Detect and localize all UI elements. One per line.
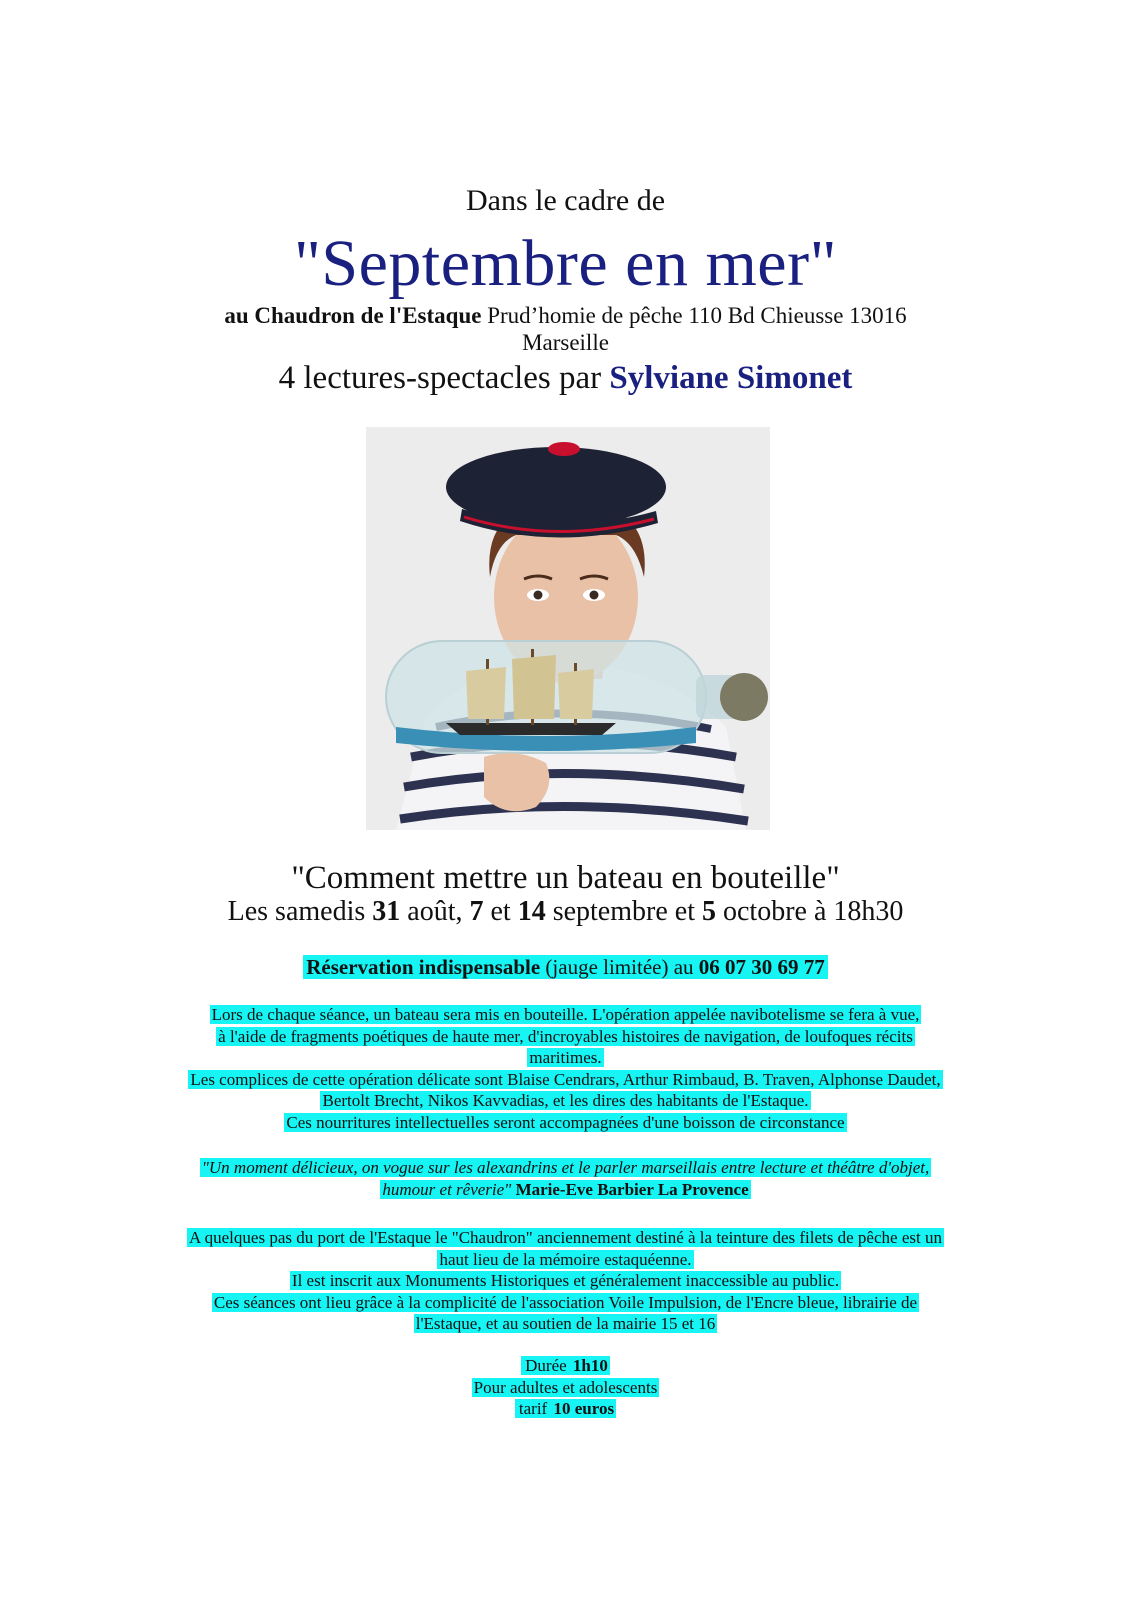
duration-value: 1h10: [572, 1356, 608, 1375]
description-line: Bertolt Brecht, Nikos Kavvadias, et les dires des habitants de l'Estaque.: [322, 1091, 809, 1110]
date-day: 31: [372, 896, 401, 927]
description-line: Lors de chaque séance, un bateau sera mis en bouteille. L'opération appelée navibotelisme se fera à vue,: [211, 1005, 920, 1024]
reservation-label: Réservation indispensable: [306, 955, 541, 979]
price-value: 10 euros: [553, 1399, 615, 1418]
price-label: tarif: [518, 1399, 552, 1418]
dates-text: septembre et: [545, 896, 702, 927]
review-block: [0, 1157, 1131, 1200]
date-day: 7: [469, 896, 484, 927]
location-line: Ces séances ont lieu grâce à la complicité de l'association Voile Impulsion, de l'Encre bleue, librairie de: [213, 1292, 918, 1312]
intro-text: Dans le cadre de: [465, 184, 666, 217]
show-title: "Comment mettre un bateau en bouteille": [291, 860, 840, 896]
info-block: [0, 1355, 1131, 1420]
hand: [484, 753, 549, 811]
location-block: [0, 1227, 1131, 1335]
dates-text: août,: [400, 896, 470, 927]
review-author: Marie-Eve Barbier La Provence: [511, 1179, 749, 1199]
performer-photo: [366, 427, 770, 830]
location-line: A quelques pas du port de l'Estaque le "Chaudron" anciennement destiné à la teinture des filets de pêche est un: [189, 1228, 942, 1247]
review-quote: "Un moment délicieux, on vogue sur les alexandrins et le parler marseillais entre lecture et théâtre d'objet,: [201, 1158, 930, 1177]
description-line: Ces nourritures intellectuelles seront accompagnées d'une boisson de circonstance: [286, 1112, 845, 1132]
date-day: 5: [701, 896, 716, 927]
venue-city: Marseille: [522, 330, 609, 355]
description-line: maritimes.: [529, 1048, 602, 1067]
venue-name: au Chaudron de l'Estaque: [224, 303, 482, 328]
performer-illustration: [366, 427, 770, 830]
description-line: Les complices de cette opération délicate sont Blaise Cendrars, Arthur Rimbaud, B. Traven, Alphonse Daudet,: [190, 1069, 941, 1089]
reservation-line: [0, 955, 1131, 980]
location-line: haut lieu de la mémoire estaquéenne.: [439, 1249, 692, 1269]
audience-text: Pour adultes et adolescents: [473, 1377, 658, 1397]
presenter-prefix: 4 lectures-spectacles par: [278, 360, 610, 396]
dates-text: octobre à 18h30: [715, 896, 904, 927]
venue-address: Prud’homie de pêche 110 Bd Chieusse 13016: [481, 303, 907, 328]
reservation-phone: 06 07 30 69 77: [698, 955, 825, 979]
venue-block: [0, 302, 1131, 356]
description-block: [0, 1004, 1131, 1133]
dates-text: Les samedis: [227, 896, 373, 927]
dates-text: et: [483, 896, 518, 927]
location-line: l'Estaque, et au soutien de la mairie 15 et 16: [415, 1314, 716, 1333]
description-line: à l'aide de fragments poétiques de haute mer, d'incroyables histoires de navigation, de loufoques récits: [218, 1026, 913, 1046]
presenter-name: Sylviane Simonet: [609, 360, 853, 396]
date-day: 14: [517, 896, 546, 927]
location-line: Il est inscrit aux Monuments Historiques et généralement inaccessible au public.: [291, 1271, 840, 1290]
event-title: "Septembre en mer": [293, 227, 838, 300]
duration-label: Durée: [525, 1356, 571, 1375]
review-quote: humour et rêverie": [382, 1179, 512, 1199]
presenter-line: [0, 360, 1131, 397]
reservation-note: (jauge limitée) au: [540, 955, 699, 979]
show-dates: [0, 896, 1131, 928]
